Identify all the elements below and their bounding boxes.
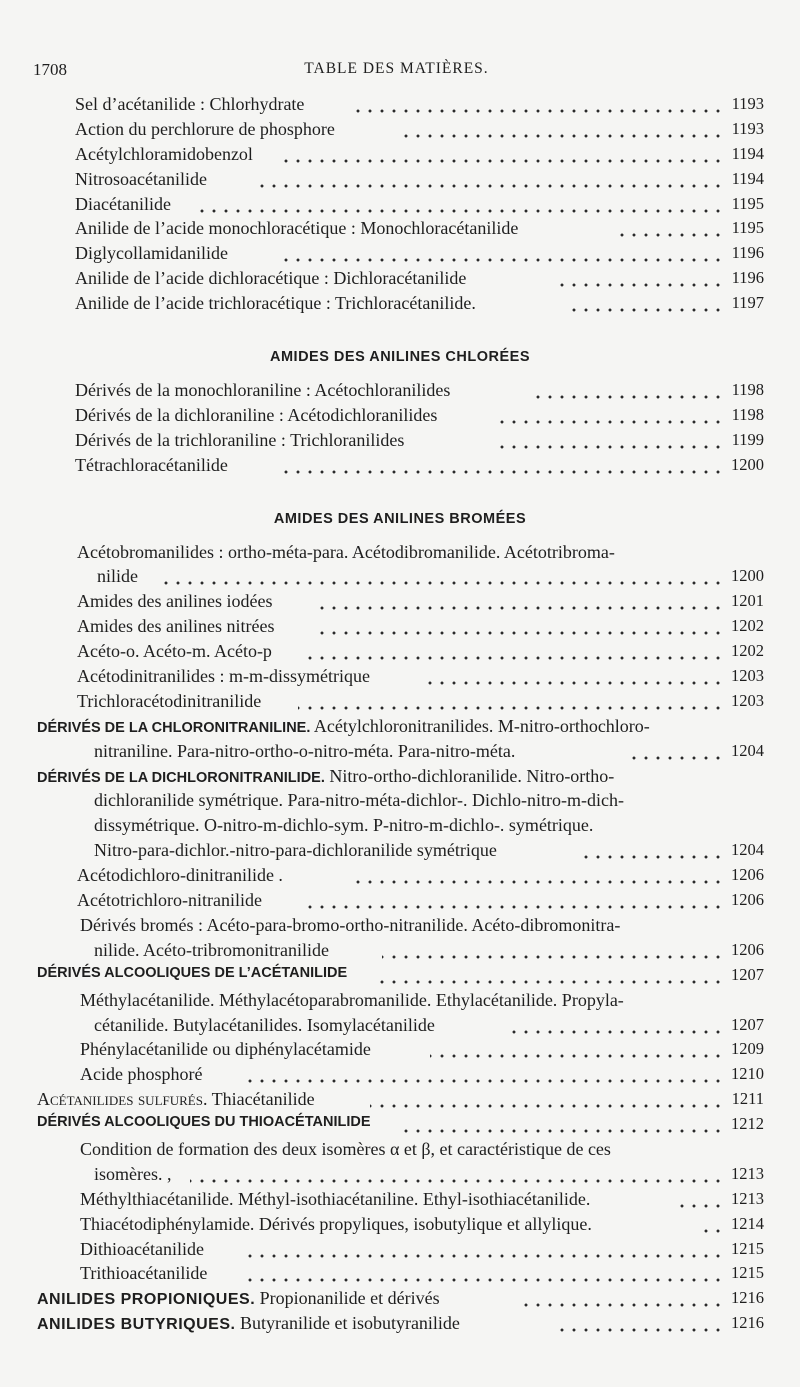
entry-text: Anilide de l’acide trichloracétique : Trichloracétanilide.: [75, 293, 476, 314]
dot-leader: [612, 218, 724, 240]
entry-text: Acétylchloronitranilides. M-nitro-orthochloro-: [313, 715, 650, 736]
dot-leader: [522, 1288, 724, 1310]
dot-leader: [370, 1089, 724, 1111]
toc-entry: [0, 1164, 800, 1189]
dot-leader: [240, 1064, 724, 1086]
entry-text: Diglycollamidanilide: [75, 243, 228, 264]
toc-entry: [0, 405, 800, 430]
entry-page: 1193: [731, 94, 764, 113]
entry-page: 1216: [731, 1313, 764, 1333]
entry-text: Butyranilide et isobutyranilide: [239, 1313, 460, 1334]
entry-page: 1203: [731, 690, 764, 710]
toc-entry: [0, 691, 800, 716]
dot-leader: [556, 268, 724, 290]
entry-page: 1207: [731, 1014, 764, 1034]
entry-text: Thiacétanilide: [211, 1089, 315, 1110]
entry-text: Dithioacétanilide: [80, 1238, 204, 1259]
dot-leader: [278, 455, 724, 477]
toc-entry: [0, 1313, 800, 1338]
entry-text: Acéto-o. Acéto-m. Acéto-p: [77, 641, 272, 662]
toc-entry-line: [0, 1139, 800, 1164]
entry-text: Action du perchlorure de phosphore: [75, 118, 335, 139]
entry-text: Acétylchloramidobenzol: [75, 143, 253, 164]
toc-entry: [0, 1064, 800, 1089]
entry-text: Acide phosphoré: [80, 1064, 203, 1085]
dot-leader: [318, 591, 724, 613]
toc-entry: [0, 840, 800, 865]
toc-entry: [0, 455, 800, 480]
toc-entry: [0, 1189, 800, 1214]
entry-page: 1193: [731, 118, 764, 138]
toc-entry: [0, 890, 800, 915]
page-header: [33, 60, 760, 84]
toc-entry-line: [0, 542, 800, 567]
dot-leader: [302, 890, 724, 912]
toc-entry: [0, 94, 800, 119]
entry-page: 1195: [731, 193, 764, 213]
running-title: TABLE DES MATIÈRES.: [304, 60, 489, 77]
toc-entry-line: [0, 915, 800, 940]
dot-leader: [240, 1239, 724, 1261]
toc-entry: [0, 591, 800, 616]
entry-heading: ANILIDES PROPIONIQUES.: [37, 1291, 256, 1309]
entry-text: Dérivés de la trichloraniline : Trichloranilides: [75, 429, 405, 450]
entry-text: Acétotrichloro-nitranilide: [77, 890, 262, 911]
entry-page: 1202: [731, 641, 764, 661]
entry-heading: ANILIDES BUTYRIQUES.: [37, 1316, 236, 1334]
dot-leader: [354, 94, 724, 116]
entry-text: Méthylacétanilide. Méthylacétoparabromanilide. Ethylacétanilide. Propyla-: [80, 989, 624, 1010]
dot-leader: [256, 169, 724, 191]
toc-entry: [0, 218, 800, 243]
entry-page: 1215: [731, 1238, 764, 1258]
toc-entry: [0, 940, 800, 965]
dot-leader: [430, 1039, 724, 1061]
toc-entry: [0, 144, 800, 169]
entry-page: 1206: [731, 890, 764, 910]
entry-page: 1200: [731, 566, 764, 586]
entry-page: 1215: [731, 1263, 764, 1283]
toc-entry: [0, 865, 800, 890]
dot-leader: [400, 119, 724, 141]
entry-page: 1204: [731, 840, 764, 860]
toc-entry-line: [0, 766, 800, 791]
toc-entry: [0, 194, 800, 219]
entry-page: 1206: [731, 939, 764, 959]
entry-text: Condition de formation des deux isomères α et β, et caractéristique de ces: [80, 1138, 611, 1159]
entry-text: Nitro-ortho-dichloranilide. Nitro-ortho-: [329, 765, 615, 786]
entry-page: 1209: [731, 1039, 764, 1059]
entry-page: 1202: [731, 616, 764, 636]
toc-entry: [0, 119, 800, 144]
entry-text: Acétodinitranilides : m-m-dissymétrique: [77, 666, 370, 687]
entry-page: 1214: [731, 1213, 764, 1233]
entry-text: Trithioacétanilide: [80, 1263, 208, 1284]
entry-text: Dérivés de la monochloraniline : Acétochloranilides: [75, 380, 451, 401]
dot-leader: [630, 741, 724, 763]
dot-leader: [356, 865, 724, 887]
dot-leader: [320, 616, 724, 638]
entry-page: 1196: [731, 243, 764, 263]
entry-text: nilide. Acéto-tribromonitranilide: [94, 939, 329, 960]
entry-heading: DÉRIVÉS ALCOOLIQUES DE L’ACÉTANILIDE: [37, 964, 348, 981]
entry-text: isomères. ,: [94, 1163, 172, 1184]
dot-leader: [200, 194, 724, 216]
entry-page: 1206: [731, 865, 764, 885]
toc-entry-line: [0, 716, 800, 741]
entry-heading: DÉRIVÉS ALCOOLIQUES DU THIOACÉTANILIDE: [37, 1114, 371, 1131]
section-title-bromees: AMIDES DES ANILINES BROMÉES: [273, 510, 527, 527]
entry-text: Nitro-para-dichlor.-nitro-para-dichloranilide symétrique: [94, 840, 497, 861]
entry-text: Tétrachloracétanilide: [75, 454, 228, 475]
dot-leader: [160, 566, 724, 588]
entry-text: Diacétanilide: [75, 193, 171, 214]
entry-heading: Acétanilides sulfurés.: [37, 1089, 208, 1110]
entry-text: Acétobromanilides : ortho-méta-para. Acétodibromanilide. Acétotribroma-: [77, 541, 615, 562]
entry-page: 1199: [731, 429, 764, 449]
entry-text: Thiacétodiphénylamide. Dérivés propyliques, isobutylique et allylique.: [80, 1213, 592, 1234]
entry-page: 1201: [731, 591, 764, 611]
entry-page: 1213: [731, 1163, 764, 1183]
entry-text: nilide: [97, 566, 138, 587]
entry-page: 1210: [731, 1064, 764, 1084]
toc-entry: [0, 430, 800, 455]
dot-leader: [298, 691, 724, 713]
toc-entry-line: [0, 815, 800, 840]
dot-leader: [566, 293, 724, 315]
entry-page: 1194: [731, 168, 764, 188]
toc-entry: [0, 1239, 800, 1264]
dot-leader: [528, 380, 724, 402]
toc-entry: [0, 616, 800, 641]
toc-entry: [0, 268, 800, 293]
entry-page: 1198: [731, 404, 764, 424]
dot-leader: [382, 940, 724, 962]
entry-page: 1211: [731, 1089, 764, 1109]
entry-page: 1194: [731, 143, 764, 163]
toc-entry: [0, 1288, 800, 1313]
toc-entry-line: [0, 990, 800, 1015]
entry-text: dissymétrique. O-nitro-m-dichlo-sym. P-nitro-m-dichlo-. symétrique.: [94, 815, 594, 836]
entry-page: 1216: [731, 1288, 764, 1308]
entry-text: Amides des anilines iodées: [77, 591, 273, 612]
dot-leader: [552, 1313, 724, 1335]
section-title-chlorees: AMIDES DES ANILINES CHLORÉES: [270, 349, 530, 366]
dot-leader: [584, 840, 724, 862]
dot-leader: [378, 965, 724, 987]
toc-entry: [0, 1214, 800, 1239]
entry-heading: DÉRIVÉS DE LA CHLORONITRANILINE.: [37, 719, 311, 736]
dot-leader: [276, 243, 724, 265]
dot-leader: [680, 1189, 724, 1211]
toc-entry: [0, 566, 800, 591]
dot-leader: [428, 666, 724, 688]
entry-text: Anilide de l’acide monochloracétique : Monochloracétanilide: [75, 218, 519, 239]
entry-text: Propionanilide et dérivés: [259, 1288, 440, 1309]
toc-entry: [0, 1015, 800, 1040]
entry-page: 1196: [731, 268, 764, 288]
entry-text: nitraniline. Para-nitro-ortho-o-nitro-méta. Para-nitro-méta.: [94, 740, 516, 761]
entry-page: 1197: [731, 293, 764, 313]
toc-entry: [0, 1114, 800, 1139]
dot-leader: [492, 430, 724, 452]
toc-entry: [0, 169, 800, 194]
entry-text: dichloranilide symétrique. Para-nitro-méta-dichlor-. Dichlo-nitro-m-dich-: [94, 790, 624, 811]
entry-page: 1198: [731, 380, 764, 400]
entry-text: Dérivés de la dichloraniline : Acétodichloranilides: [75, 404, 438, 425]
dot-leader: [696, 1214, 724, 1236]
toc-entry: [0, 293, 800, 318]
dot-leader: [398, 1114, 724, 1136]
dot-leader: [492, 405, 724, 427]
toc-entry: [0, 380, 800, 405]
entry-page: 1207: [731, 964, 764, 984]
dot-leader: [190, 1164, 724, 1186]
dot-leader: [512, 1015, 724, 1037]
toc-entry: [0, 1263, 800, 1288]
entry-heading: DÉRIVÉS DE LA DICHLORONITRANILIDE.: [37, 769, 325, 786]
toc-entry: [0, 1039, 800, 1064]
entry-page: 1213: [731, 1188, 764, 1208]
entry-text: cétanilide. Butylacétanilides. Isomylacétanilide: [94, 1014, 435, 1035]
entry-text: Trichloracétodinitranilide: [77, 690, 262, 711]
entry-text: Anilide de l’acide dichloracétique : Dichloracétanilide: [75, 268, 467, 289]
toc-entry: [0, 1089, 800, 1114]
dot-leader: [306, 641, 724, 663]
page-number: 1708: [33, 60, 67, 79]
entry-page: 1200: [731, 454, 764, 474]
toc-entry: [0, 243, 800, 268]
dot-leader: [284, 144, 724, 166]
entry-page: 1203: [731, 666, 764, 686]
entry-page: 1195: [731, 218, 764, 238]
toc-entry: [0, 641, 800, 666]
entry-text: Phénylacétanilide ou diphénylacétamide: [80, 1039, 371, 1060]
entry-page: 1212: [731, 1114, 764, 1134]
toc-entry-line: [0, 790, 800, 815]
toc-entry: [0, 666, 800, 691]
dot-leader: [240, 1263, 724, 1285]
entry-text: Nitrosoacétanilide: [75, 168, 207, 189]
entry-text: Méthylthiacétanilide. Méthyl-isothiacétaniline. Ethyl-isothiacétanilide.: [80, 1188, 591, 1209]
entry-text: Sel d’acétanilide : Chlorhydrate: [75, 94, 305, 114]
entry-text: Amides des anilines nitrées: [77, 616, 275, 637]
entry-text: Dérivés bromés : Acéto-para-bromo-ortho-nitranilide. Acéto-dibromonitra-: [80, 914, 621, 935]
table-of-contents: [0, 94, 800, 1338]
entry-page: 1204: [731, 740, 764, 760]
entry-text: Acétodichloro-dinitranilide .: [77, 865, 283, 886]
toc-entry: [0, 741, 800, 766]
toc-entry: [0, 965, 800, 990]
